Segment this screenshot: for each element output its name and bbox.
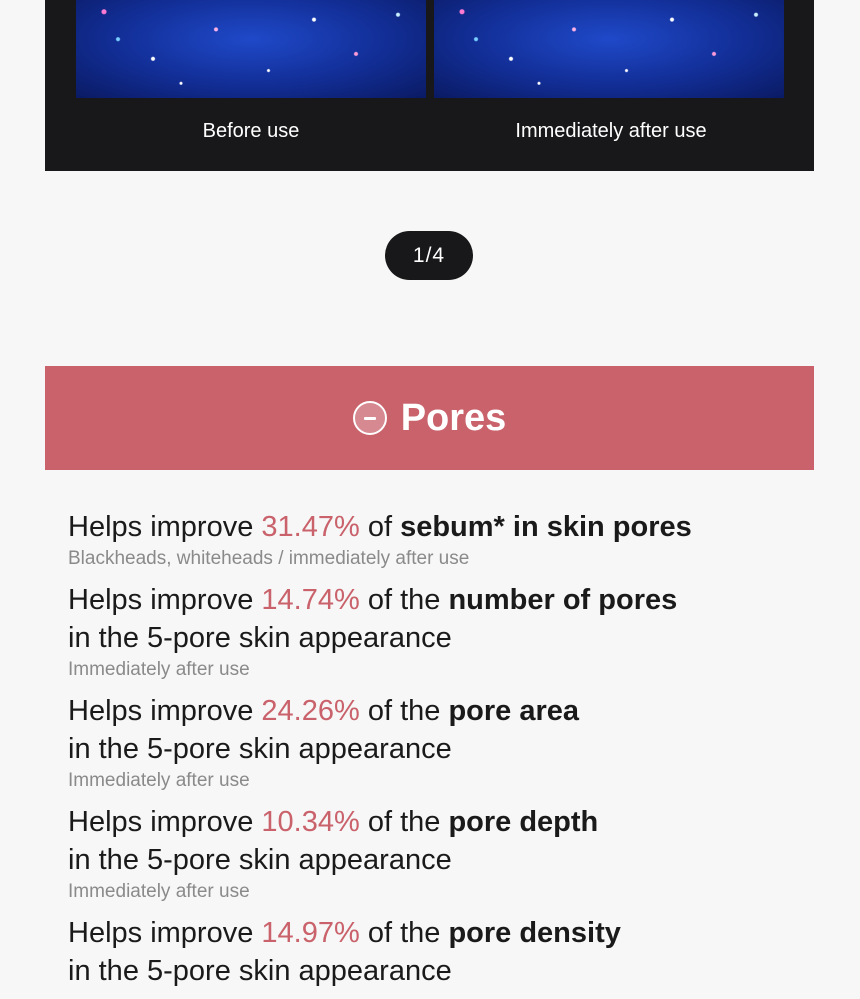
- claim-subject: pore area: [448, 695, 580, 727]
- collapse-minus-icon[interactable]: [353, 401, 387, 435]
- after-use-caption: Immediately after use: [515, 120, 707, 142]
- claim-note: Immediately after use: [68, 659, 250, 680]
- claim-prefix: Helps improve: [68, 917, 262, 949]
- claim-item: [68, 692, 808, 794]
- claim-middle: of the: [359, 806, 449, 838]
- before-use-image: [76, 0, 426, 98]
- claim-headline: [68, 914, 808, 952]
- claim-prefix: Helps improve: [68, 511, 262, 543]
- claim-subject: pore depth: [448, 806, 599, 838]
- claim-line2: in the 5-pore skin appearance: [68, 622, 452, 654]
- claim-line2: in the 5-pore skin appearance: [68, 955, 452, 987]
- claim-headline: [68, 581, 808, 619]
- claim-headline: [68, 692, 808, 730]
- claim-subject: number of pores: [448, 584, 678, 616]
- claim-percent: 14.74%: [261, 584, 360, 616]
- pores-section-header[interactable]: [45, 366, 814, 470]
- claim-middle: of the: [359, 695, 449, 727]
- claim-percent: 31.47%: [261, 511, 360, 543]
- claim-item: [68, 508, 808, 572]
- before-use-caption: Before use: [202, 120, 300, 142]
- claim-item: [68, 914, 808, 990]
- claim-subject: sebum* in skin pores: [400, 511, 692, 543]
- slide-pager[interactable]: 1/4: [385, 231, 473, 280]
- claim-note: Blackheads, whiteheads / immediately after use: [68, 548, 470, 569]
- claim-prefix: Helps improve: [68, 584, 262, 616]
- claim-percent: 14.97%: [261, 917, 360, 949]
- claims-list: [68, 508, 808, 999]
- claim-percent: 10.34%: [261, 806, 360, 838]
- claim-middle: of the: [359, 584, 449, 616]
- claim-subject: pore density: [448, 917, 621, 949]
- after-use-image: [434, 0, 784, 98]
- claim-middle: of: [359, 511, 401, 543]
- section-title: Pores: [400, 396, 507, 439]
- claim-prefix: Helps improve: [68, 695, 262, 727]
- claim-item: [68, 803, 808, 905]
- claim-note: Immediately after use: [68, 881, 250, 902]
- claim-percent: 24.26%: [261, 695, 360, 727]
- claim-line2: in the 5-pore skin appearance: [68, 844, 452, 876]
- before-after-gallery: [45, 0, 814, 171]
- claim-prefix: Helps improve: [68, 806, 262, 838]
- claim-headline: [68, 508, 808, 546]
- claim-middle: of the: [359, 917, 449, 949]
- claim-line2: in the 5-pore skin appearance: [68, 733, 452, 765]
- claim-note: Immediately after use: [68, 770, 250, 791]
- claim-item: [68, 581, 808, 683]
- claim-headline: [68, 803, 808, 841]
